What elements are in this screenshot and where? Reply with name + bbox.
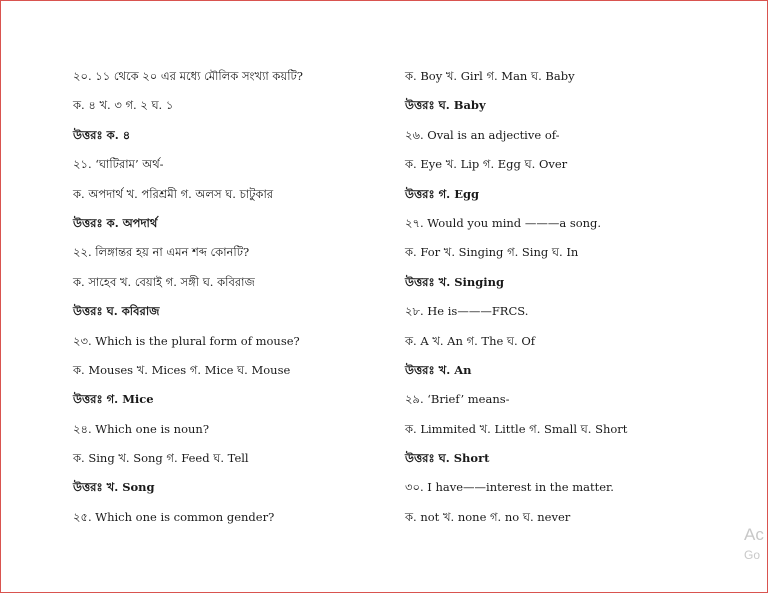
right-column <box>405 62 725 532</box>
options-29: ক. Limmited খ. Little গ. Small ঘ. Short <box>405 421 628 436</box>
options-20: ক. ৪ খ. ৩ গ. ২ ঘ. ১ <box>73 98 174 113</box>
options-30: ক. not খ. none গ. no ঘ. never <box>405 509 571 524</box>
answer-27: উত্তরঃ খ. Singing <box>405 274 505 289</box>
options-24: ক. Sing খ. Song গ. Feed ঘ. Tell <box>73 451 249 466</box>
options-25: ক. Boy খ. Girl গ. Man ঘ. Baby <box>405 69 575 83</box>
options-22: ক. সাহেব খ. বেয়াই গ. সঙ্গী ঘ. কবিরাজ <box>73 274 255 289</box>
answer-23: উত্তরঃ গ. Mice <box>73 392 154 407</box>
options-21: ক. অপদার্থ খ. পরিশ্রমী গ. অলস ঘ. চাটুকার <box>73 186 274 201</box>
question-25: ২৫. Which one is common gender? <box>73 509 275 524</box>
options-27: ক. For খ. Singing গ. Sing ঘ. In <box>405 245 579 260</box>
question-22: ২২. লিঙ্গান্তর হয় না এমন শব্দ কোনটি? <box>73 245 250 260</box>
left-column <box>73 62 393 532</box>
answer-22: উত্তরঃ ঘ. কবিরাজ <box>73 304 160 319</box>
question-24: ২৪. Which one is noun? <box>73 421 209 436</box>
answer-26: উত্তরঃ গ. Egg <box>405 186 480 201</box>
question-23: ২৩. Which is the plural form of mouse? <box>73 333 300 348</box>
question-28: ২৮. He is———FRCS. <box>405 304 529 319</box>
answer-20: উত্তরঃ ক. ৪ <box>73 127 131 142</box>
activation-watermark-line1: Ac <box>744 525 764 544</box>
question-27: ২৭. Would you mind ———a song. <box>405 215 602 230</box>
question-29: ২৯. ‘Brief’ means- <box>405 392 510 407</box>
activation-watermark-line2: Go <box>744 548 761 562</box>
options-26: ক. Eye খ. Lip গ. Egg ঘ. Over <box>405 157 568 172</box>
options-23: ক. Mouses খ. Mices গ. Mice ঘ. Mouse <box>73 362 291 377</box>
question-20: ২০. ১১ থেকে ২০ এর মধ্যে মৌলিক সংখ্যা কয়টি? <box>73 69 303 83</box>
answer-28: উত্তরঃ খ. An <box>405 362 472 377</box>
question-21: ২১. ‘ঘাটিরাম’ অর্থ- <box>73 157 164 172</box>
options-28: ক. A খ. An গ. The ঘ. Of <box>405 333 536 348</box>
answer-21: উত্তরঃ ক. অপদার্থ <box>73 215 158 230</box>
answer-24: উত্তরঃ খ. Song <box>73 480 155 495</box>
answer-25: উত্তরঃ ঘ. Baby <box>405 98 486 113</box>
question-30: ৩০. I have——interest in the matter. <box>405 480 614 495</box>
question-26: ২৬. Oval is an adjective of- <box>405 127 560 142</box>
answer-29: উত্তরঃ ঘ. Short <box>405 451 490 466</box>
